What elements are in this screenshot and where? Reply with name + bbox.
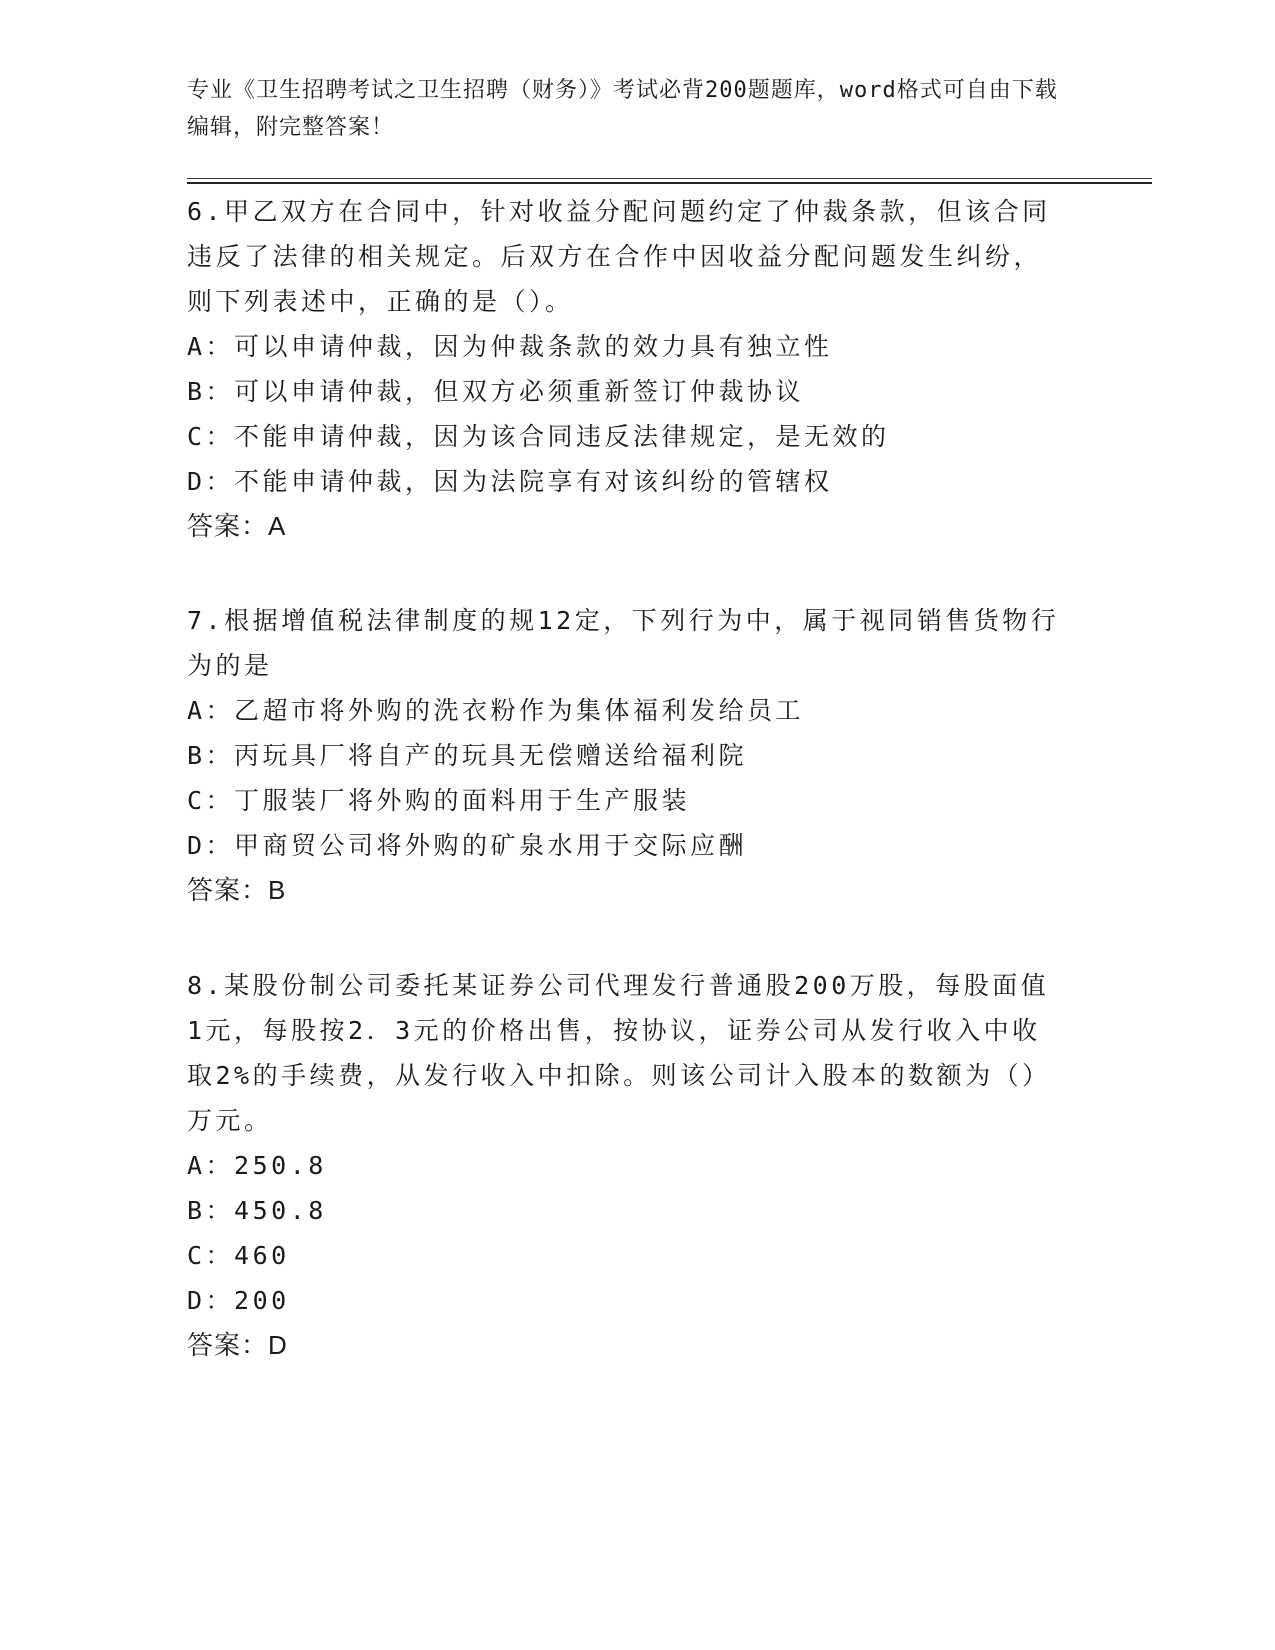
header-divider-thick xyxy=(187,182,1152,184)
option-a: A：可以申请仲裁，因为仲裁条款的效力具有独立性 xyxy=(187,332,833,361)
option-b: B：450.8 xyxy=(187,1196,327,1225)
option-a: A：乙超市将外购的洗衣粉作为集体福利发给员工 xyxy=(187,696,805,725)
option-d: D：200 xyxy=(187,1286,290,1315)
question-stem: 8.某股份制公司委托某证券公司代理发行普通股200万股，每股面值1元，每股按2．3元的价格出售，按协议，证券公司从发行收入中收取2%的手续费，从发行收入中扣除。则该公司计入股本的数额为（）万元。 xyxy=(187,971,1051,1135)
question-6 xyxy=(187,189,1067,549)
option-b: B：可以申请仲裁，但双方必须重新签订仲裁协议 xyxy=(187,377,805,406)
answer: 答案：D xyxy=(187,1330,288,1360)
option-c: C：460 xyxy=(187,1241,290,1270)
option-c: C：不能申请仲裁，因为该合同违反法律规定，是无效的 xyxy=(187,422,890,451)
answer: 答案：A xyxy=(187,511,287,541)
document-header: 专业《卫生招聘考试之卫生招聘（财务）》考试必背200题题库，word格式可自由下载编辑，附完整答案！ xyxy=(187,78,1058,140)
option-d: D：不能申请仲裁，因为法院享有对该纠纷的管辖权 xyxy=(187,467,833,496)
answer: 答案：B xyxy=(187,875,287,905)
question-stem: 7.根据增值税法律制度的规12定，下列行为中，属于视同销售货物行为的是 xyxy=(187,606,1060,680)
option-b: B：丙玩具厂将自产的玩具无偿赠送给福利院 xyxy=(187,741,748,770)
header-divider-thin xyxy=(187,178,1152,179)
question-stem: 6.甲乙双方在合同中，针对收益分配问题约定了仲裁条款，但该合同违反了法律的相关规定。后双方在合作中因收益分配问题发生纠纷，则下列表述中，正确的是（）。 xyxy=(187,197,1051,316)
option-d: D：甲商贸公司将外购的矿泉水用于交际应酬 xyxy=(187,831,748,860)
option-c: C：丁服装厂将外购的面料用于生产服装 xyxy=(187,786,691,815)
question-8 xyxy=(187,963,1067,1368)
question-7 xyxy=(187,598,1067,913)
option-a: A：250.8 xyxy=(187,1151,327,1180)
